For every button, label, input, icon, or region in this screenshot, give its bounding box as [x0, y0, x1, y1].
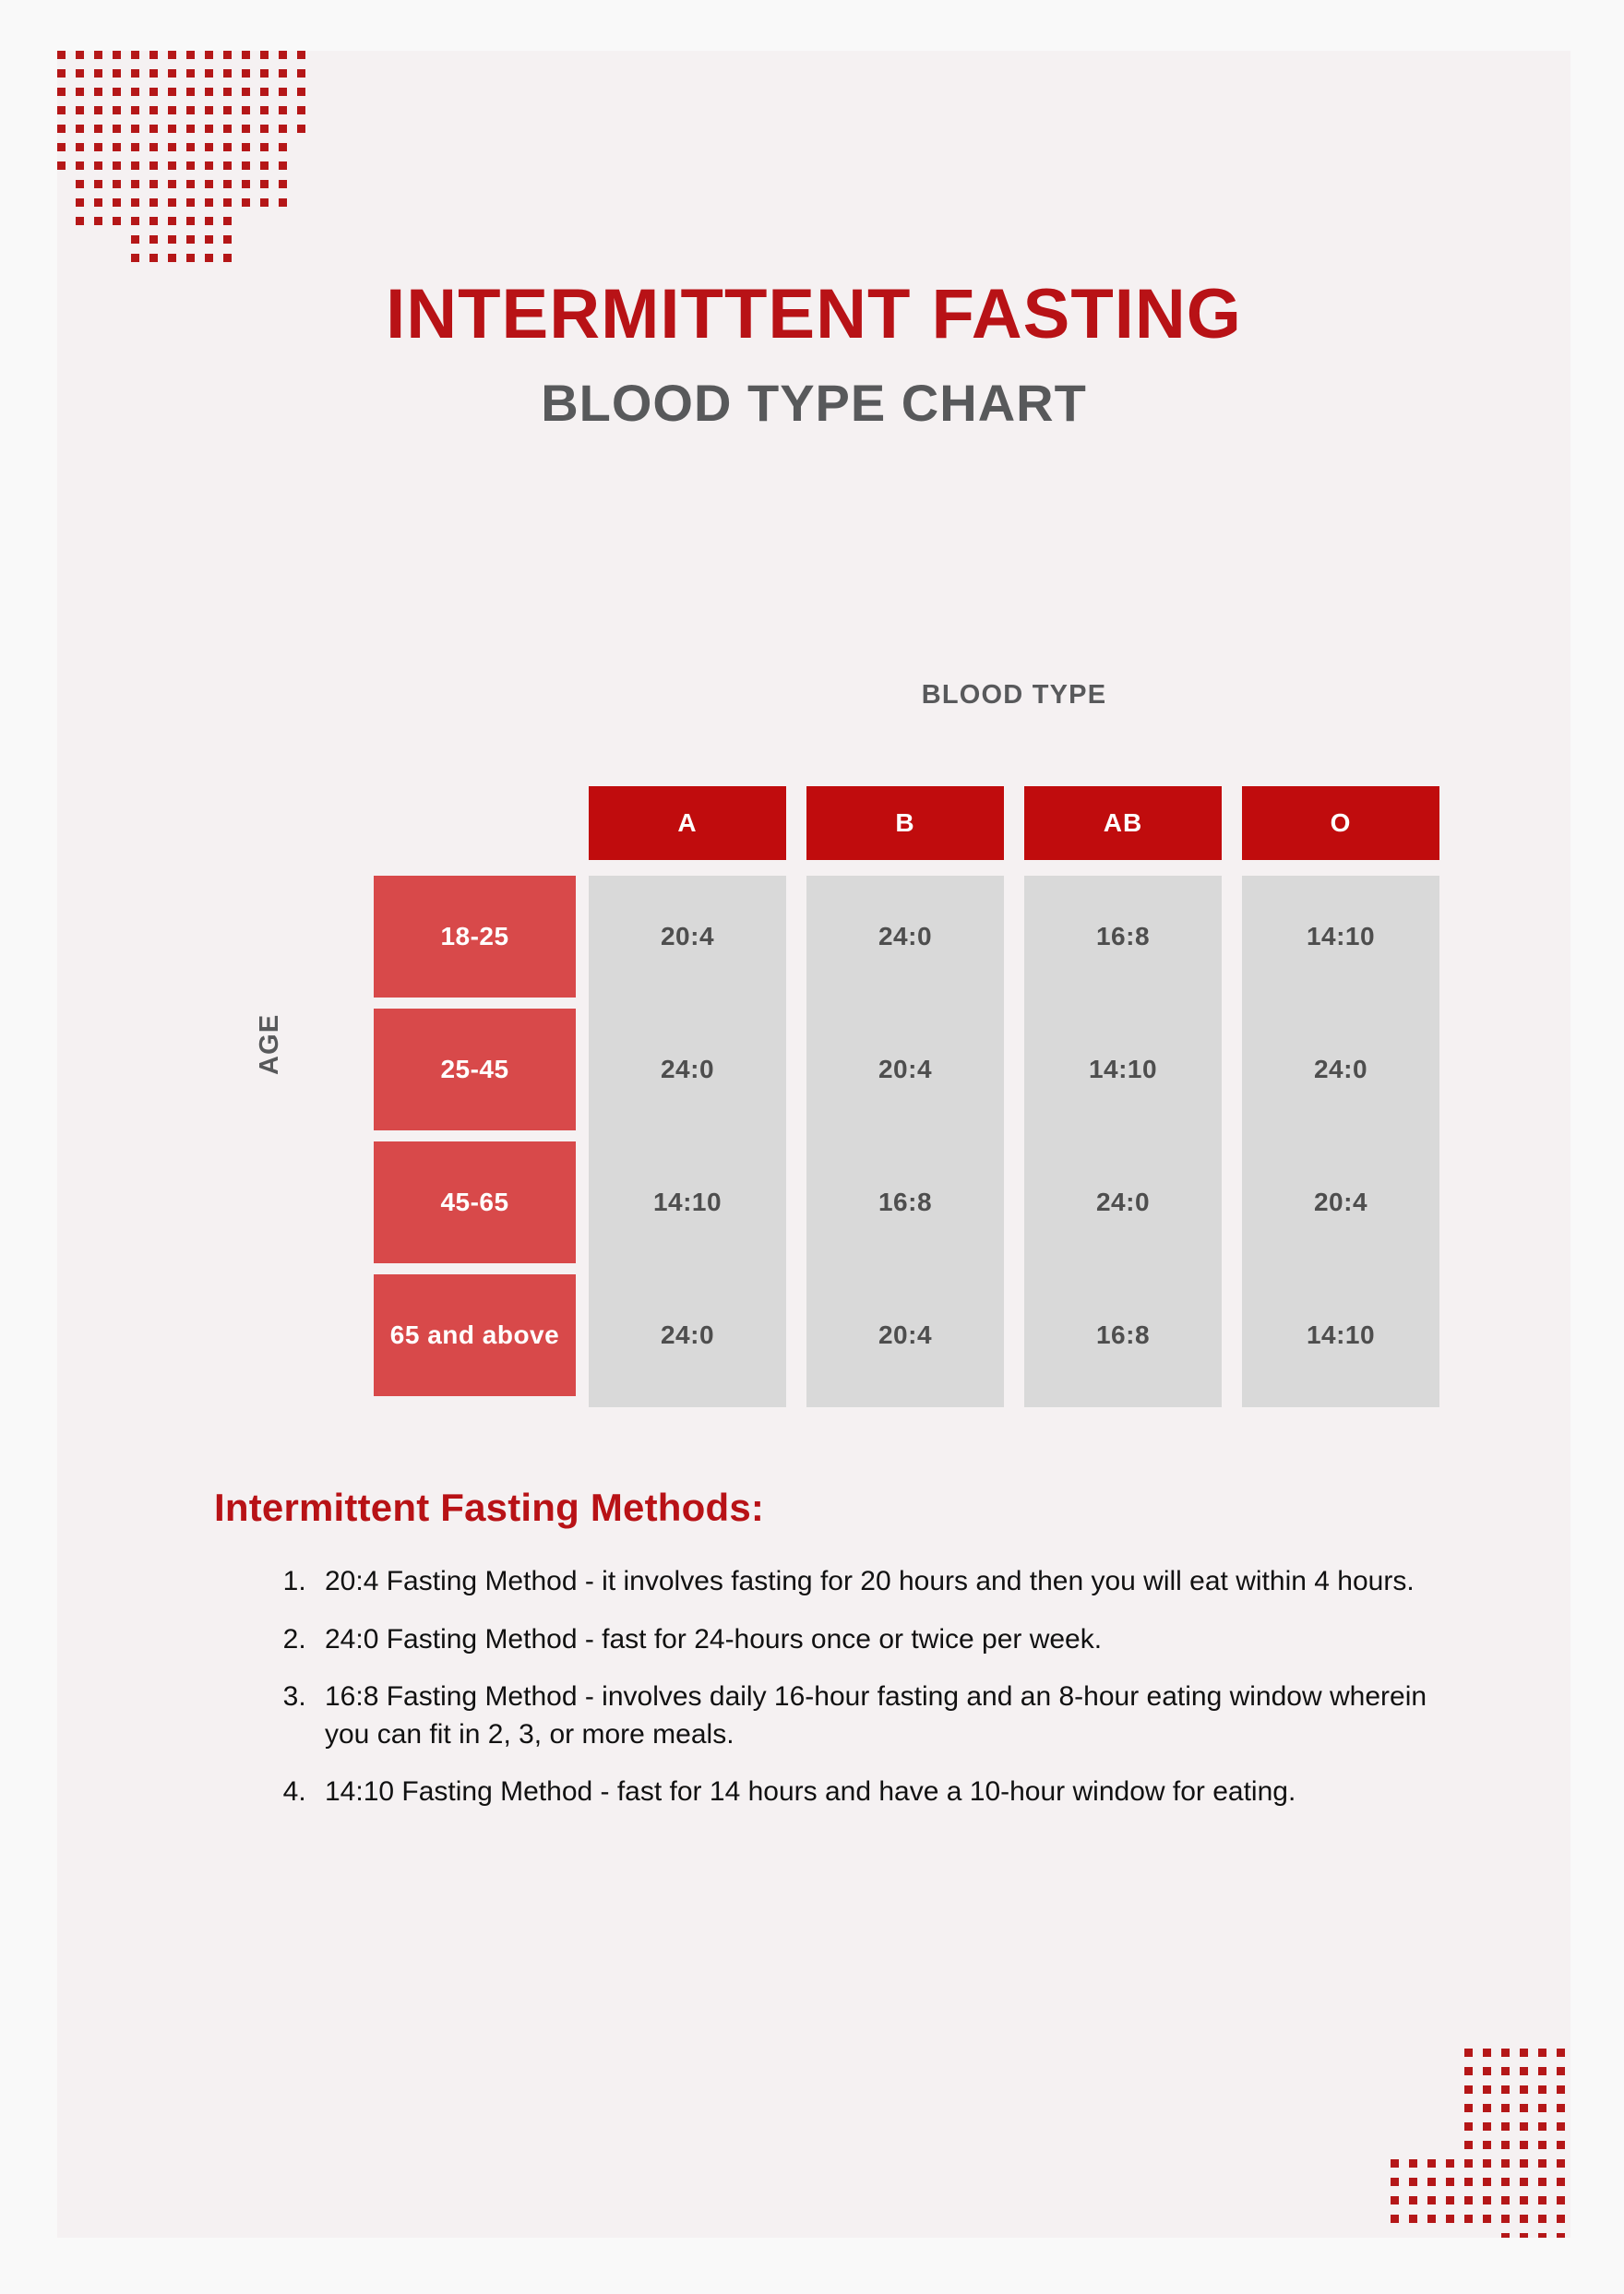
table-cell-value: 16:8 [1095, 1320, 1151, 1349]
table-cell-value: 20:4 [878, 1320, 933, 1349]
table-cell-value: 16:8 [878, 1188, 933, 1216]
blood-type-header-ab: AB [1024, 786, 1222, 860]
table-cell-value: 24:0 [878, 922, 933, 950]
chart-row-axis-label: AGE [255, 1013, 284, 1075]
table-cell-value: 24:0 [660, 1055, 715, 1083]
table-cell-value: 20:4 [660, 922, 715, 950]
table-cell-value: 14:10 [652, 1188, 722, 1216]
chart-column-axis-label: BLOOD TYPE [921, 680, 1107, 710]
page-subtitle: BLOOD TYPE CHART [541, 374, 1087, 432]
table-cell-value: 14:10 [1088, 1055, 1158, 1083]
page-title: INTERMITTENT FASTING [386, 275, 1242, 353]
table-cell-value: 24:0 [660, 1320, 715, 1349]
age-row-label: 25-45 [374, 1009, 576, 1130]
table-cell-value: 24:0 [1313, 1055, 1368, 1083]
method-list-item: 1. 20:4 Fasting Method - it involves fasting for 20 hours and then you will eat within 4 hours. [314, 1563, 1432, 1601]
table-cell-value: 24:0 [1095, 1188, 1151, 1216]
age-row-label: 45-65 [374, 1141, 576, 1263]
methods-list [214, 1563, 1432, 1811]
table-cell-value: 20:4 [878, 1055, 933, 1083]
method-list-item: 3. 16:8 Fasting Method - involves daily 16-hour fasting and an 8-hour eating window wherein you can fit in 2, 3, or more meals. [314, 1679, 1432, 1753]
method-list-item: 2. 24:0 Fasting Method - fast for 24-hours once or twice per week. [314, 1621, 1432, 1659]
table-cell-value: 14:10 [1306, 1320, 1376, 1349]
age-row-label: 65 and above [374, 1274, 576, 1396]
blood-type-header-b: B [806, 786, 1004, 860]
methods-section [214, 1486, 1432, 1811]
poster-card [57, 51, 1570, 2238]
table-cell-value: 20:4 [1313, 1188, 1368, 1216]
blood-type-header-a: A [589, 786, 786, 860]
table-cell-value: 14:10 [1306, 922, 1376, 950]
table-cell-value: 16:8 [1095, 922, 1151, 950]
methods-heading: Intermittent Fasting Methods: [214, 1486, 765, 1529]
age-row-label: 18-25 [374, 876, 576, 998]
blood-type-header-o: O [1242, 786, 1439, 860]
method-list-item: 4. 14:10 Fasting Method - fast for 14 hours and have a 10-hour window for eating. [314, 1774, 1432, 1811]
blood-type-chart [57, 51, 1570, 2238]
